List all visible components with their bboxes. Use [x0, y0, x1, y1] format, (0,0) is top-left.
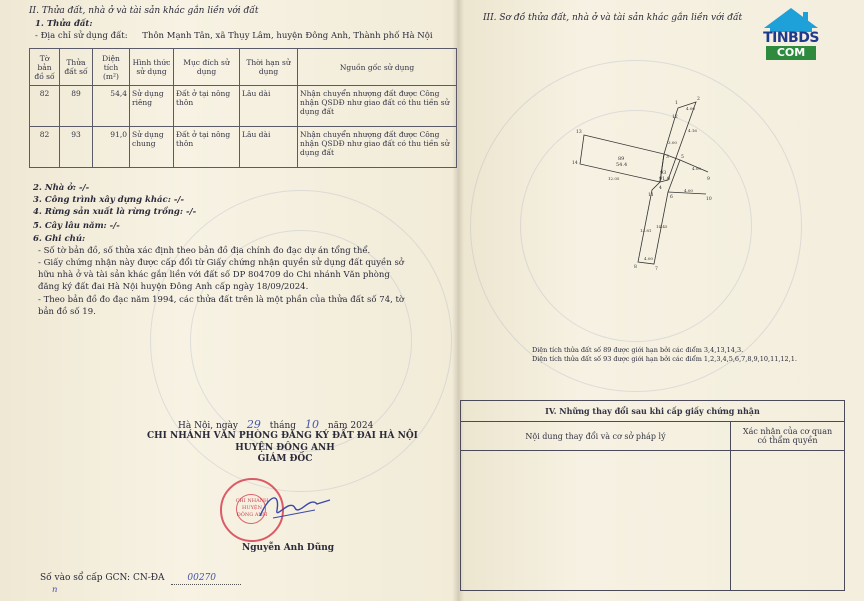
cell-origin: Nhận chuyển nhượng đất được Công nhận QSDĐ như giao đất có thu tiền sử dụng đất [298, 86, 457, 127]
point-label: 3 [666, 155, 669, 160]
col-map-sheet: Tờ bản đồ số [30, 49, 60, 86]
parcel-table-header [30, 49, 457, 86]
col-authority-confirmation [731, 422, 845, 451]
item-3-construction: 3. Công trình xây dựng khác: -/- [33, 195, 184, 205]
note-line: hữu nhà ở và tài sản khác gắn liền với đất số DP 804709 do Chi nhánh Văn phòng [38, 270, 390, 280]
cell-map-sheet: 82 [30, 86, 60, 127]
cell-origin: Nhận chuyển nhượng đất được Công nhận QSDĐ như giao đất có thu tiền sử dụng đất [298, 127, 457, 168]
dimension-label: 3.00 [668, 140, 677, 145]
office-line-3: GIÁM ĐỐC [257, 454, 313, 464]
address-label: - Địa chỉ sử dụng đất: [35, 31, 128, 41]
col-usage-form: Hình thức sử dụng [130, 49, 174, 86]
item-5-trees: 5. Cây lâu năm: -/- [33, 221, 120, 231]
point-label: 11 [648, 193, 654, 198]
parcel-93-area: 91.0 [659, 176, 671, 182]
parcel-89-id: 89 [618, 156, 625, 162]
dimension-label: 4.00 [644, 256, 653, 261]
col-term: Thời hạn sử dụng [240, 49, 298, 86]
point-label: 8 [634, 265, 637, 270]
change-content-cell [461, 451, 731, 591]
parcel-93-outline-lower [638, 154, 680, 264]
date-month-label: tháng [269, 421, 297, 431]
parcel-table [29, 48, 457, 168]
point-label: 13 [576, 130, 582, 135]
parcel-93-id: 93 [660, 170, 667, 176]
changes-table [460, 400, 845, 591]
note-line: - Theo bản đồ đo đạc năm 1994, các thửa đất trên là một phần của thửa đất số 74, tờ [38, 295, 405, 305]
point-label: 2 [697, 97, 700, 102]
dimension-label: 13.81 [640, 228, 652, 233]
changes-table-title: IV. Những thay đổi sau khi cấp giấy chứng nhận [461, 401, 845, 422]
table-row [30, 86, 457, 127]
col-origin: Nguồn gốc sử dụng [298, 49, 457, 86]
table-row [461, 451, 845, 591]
point-label: 6 [670, 195, 673, 200]
dimension-label: 14.45 [656, 224, 668, 229]
item-2-house: 2. Nhà ở: -/- [33, 183, 90, 193]
area-note-93: Diện tích thửa đất số 93 được giới hạn bởi các điểm 1,2,3,4,5,6,7,8,9,10,11,12,1. [532, 355, 797, 363]
item-4-forest: 4. Rừng sản xuất là rừng trồng: -/- [33, 207, 197, 217]
logo-bottom-text: COM [776, 46, 806, 59]
cell-parcel-no: 89 [60, 86, 93, 127]
cell-term: Lâu dài [240, 127, 298, 168]
authority-confirmation-cell [731, 451, 845, 591]
office-line-1: CHI NHÁNH VĂN PHÒNG ĐĂNG KÝ ĐẤT ĐAI HÀ NỘI [147, 431, 418, 441]
register-number [40, 573, 241, 585]
cell-parcel-no: 93 [60, 127, 93, 168]
note-line: đăng ký đất đai Hà Nội huyện Đông Anh cấp ngày 18/09/2024. [38, 282, 309, 292]
date-month: 10 [304, 418, 319, 431]
point-label: 5 [681, 155, 684, 160]
col-area: Diện tích (m²) [93, 49, 130, 86]
changes-table-title-row [461, 401, 845, 422]
col-purpose: Mục đích sử dụng [174, 49, 240, 86]
signature [255, 488, 335, 528]
cell-term: Lâu dài [240, 86, 298, 127]
parcel-89-area: 54.4 [616, 162, 628, 168]
address-line [35, 31, 433, 42]
point-label: 14 [572, 161, 578, 166]
changes-table-header [461, 422, 845, 451]
register-label: Số vào sổ cấp GCN: CN-ĐA [40, 573, 165, 583]
dimension-label: 12.05 [608, 176, 620, 181]
cell-map-sheet: 82 [30, 127, 60, 168]
stamp-text: CHI NHÁNH [235, 498, 269, 504]
note-line: - Giấy chứng nhận này được cấp đổi từ Giấy chứng nhận quyền sử dụng đất quyền sở [38, 258, 404, 268]
item-6-notes-heading: 6. Ghi chú: [33, 234, 86, 244]
logo-top-text: TINBDS [763, 30, 819, 46]
point-label: 10 [706, 197, 712, 202]
cell-purpose: Đất ở tại nông thôn [174, 86, 240, 127]
dimension-label: 4.00 [686, 106, 695, 111]
col-authority-line-2: có thẩm quyền [757, 436, 818, 445]
note-line: bản đồ số 19. [38, 307, 96, 317]
col-authority-line-1: Xác nhận của cơ quan [742, 427, 833, 436]
point-label: 1 [675, 101, 678, 106]
cell-usage-form: Sử dụng riêng [130, 86, 174, 127]
cell-purpose: Đất ở tại nông thôn [174, 127, 240, 168]
parcel-diagram [560, 92, 720, 277]
register-extra: n [52, 585, 58, 595]
col-change-content: Nội dung thay đổi và cơ sở pháp lý [461, 422, 731, 451]
register-no: 00270 [187, 573, 217, 583]
item-1-heading: 1. Thửa đất: [35, 19, 93, 29]
note-line: - Số tờ bản đồ, số thửa xác định theo bản đồ địa chính đo đạc dự án tổng thể. [38, 246, 371, 256]
point-label: 7 [655, 267, 658, 272]
date-prefix: Hà Nội, ngày [178, 421, 238, 431]
area-note-89: Diện tích thửa đất số 89 được giới hạn bởi các điểm 3,4,13,14,3. [532, 346, 744, 354]
signer-name: Nguyễn Anh Dũng [242, 543, 335, 553]
cell-area: 91,0 [93, 127, 130, 168]
register-dotted-line [171, 573, 241, 585]
office-line-2: HUYỆN ĐÔNG ANH [235, 443, 335, 453]
section-title-iii: III. Sơ đồ thửa đất, nhà ở và tài sản khác gắn liền với đất [483, 13, 743, 23]
stamp-text: HUYỆN [242, 505, 262, 511]
section-title-ii: II. Thửa đất, nhà ở và tài sản khác gắn liền với đất [29, 6, 259, 16]
dimension-label: 4.00 [684, 188, 693, 193]
date-day: 29 [246, 418, 261, 431]
dimension-label: 4.16 [688, 128, 697, 133]
point-label: 9 [707, 177, 710, 182]
address-value: Thôn Mạnh Tân, xã Thụy Lâm, huyện Đông Anh, Thành phố Hà Nội [142, 31, 433, 41]
dimension-label: 4.00 [692, 166, 701, 171]
col-parcel-no: Thửa đất số [60, 49, 93, 86]
cell-usage-form: Sử dụng chung [130, 127, 174, 168]
stamp-text: ĐÔNG ANH [236, 512, 268, 518]
table-row [30, 127, 457, 168]
tinbds-logo [756, 6, 826, 62]
cell-area: 54,4 [93, 86, 130, 127]
point-label: 4 [659, 186, 662, 191]
point-label: 12 [672, 115, 678, 120]
date-year: năm 2024 [327, 421, 374, 431]
